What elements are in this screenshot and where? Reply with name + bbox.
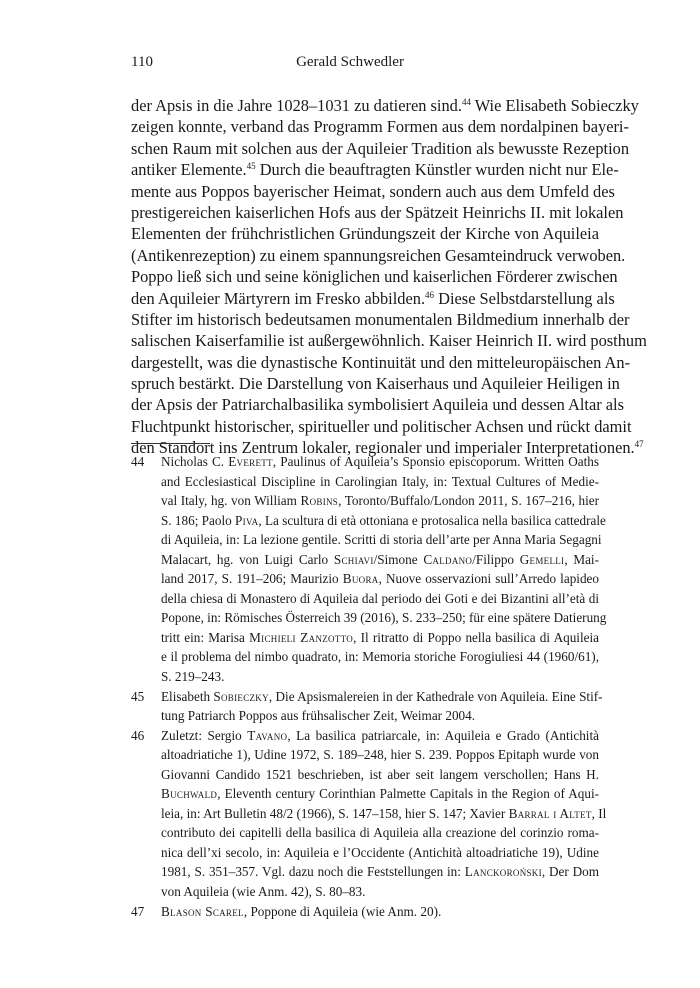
body-line: dargestellt, was die dynastische Kontinuität und den mitteleuropäischen An- bbox=[131, 352, 631, 372]
author-name: Caldano bbox=[423, 551, 473, 567]
footnote-line: von Aquileia (wie Anm. 42), S. 80–83. bbox=[161, 884, 366, 900]
body-line: prestigereichen kaiserlichen Hofs aus der Spätzeit Heinrichs II. mit lokalen bbox=[131, 202, 624, 222]
footnote-line: contributo dei capitelli della basilica di Aquileia alla creazione del corinzio roma- bbox=[161, 825, 599, 841]
footnote-line: Elisabeth Sobieczky, Die Apsismalereien in der Kathedrale von Aquileia. Eine Stif- bbox=[161, 688, 603, 704]
footnote-line: Popone, in: Römisches Österreich 39 (2016), S. 233–250; für eine spätere Datierung bbox=[161, 610, 607, 626]
footnote-line: altoadriatiche 1), Udine 1972, S. 189–248, hier S. 239. Poppos Epitaph wurde von bbox=[161, 747, 599, 763]
footnote-number: 47 bbox=[131, 903, 145, 919]
author-name: Gemelli bbox=[519, 551, 565, 567]
body-line: zeigen konnte, verband das Programm Formen aus dem nordalpinen bayeri- bbox=[131, 117, 629, 137]
author-name: Lanckoroński bbox=[464, 864, 542, 880]
footnote-line: 1981, S. 351–357. Vgl. dazu noch die Feststellungen in: Lanckoroński, Der Dom bbox=[161, 864, 599, 880]
footnote-number: 45 bbox=[131, 688, 145, 704]
footnote-line: Buchwald, Eleventh century Corinthian Palmette Capitals in the Region of Aqui- bbox=[161, 786, 599, 802]
footnotes bbox=[131, 452, 607, 921]
body-line: Poppo ließ sich und seine königlichen und kaiserlichen Förderer zwischen bbox=[131, 267, 618, 287]
footnote-line: di Aquileia, in: La lezione gentile. Scritti di storia dell’arte per Anna Maria Segagni bbox=[161, 532, 602, 548]
body-line: den Aquileier Märtyrern im Fresko abbilden.$^{46}$ Diese Selbstdarstellung als bbox=[131, 288, 615, 308]
author-name: Tavano bbox=[247, 727, 288, 743]
footnote-line: Blason Scarel, Poppone di Aquileia (wie Anm. 20). bbox=[161, 903, 442, 919]
body-line: spruch bestärkt. Die Darstellung von Kaiserhaus und Aquileier Heiligen in bbox=[131, 374, 620, 394]
body-line: Stifter im historisch bedeutsamen monumentalen Bildmedium innerhalb der bbox=[131, 309, 630, 329]
author-name: Sobieczky bbox=[213, 688, 269, 704]
footnote-line: val Italy, hg. von William Robins, Toronto/Buffalo/London 2011, S. 167–216, hier bbox=[161, 493, 599, 509]
footnote-line: S. 186; Paolo Piva, La scultura di età ottoniana e protosalica nella basilica cattedrale bbox=[161, 512, 606, 528]
body-text bbox=[131, 95, 647, 459]
footnote-line: tung Patriarch Poppos aus frühsalischer Zeit, Weimar 2004. bbox=[161, 708, 476, 724]
footnote-ref-44[interactable]: 44 bbox=[461, 97, 471, 107]
body-line: mente aus Poppos bayerischer Heimat, sondern auch aus dem Umfeld des bbox=[131, 181, 615, 201]
footnote-line: S. 219–243. bbox=[161, 669, 225, 685]
footnote-line: e il problema del nimbo quadrato, in: Memoria storiche Forogiuliesi 44 (1960/61), bbox=[161, 649, 599, 665]
footnote-line: tritt ein: Marisa Michieli Zanzotto, Il ritratto di Poppo nella basilica di Aquileia bbox=[161, 629, 599, 645]
footnote-line: and Ecclesiastical Discipline in Carolingian Italy, in: Textual Cultures of Medie- bbox=[161, 473, 599, 489]
footnote-line: della chiesa di Monastero di Aquileia dal periodo dei Goti e dei Bizantini all’età di bbox=[161, 590, 599, 606]
footnote-47 bbox=[131, 902, 599, 922]
author-name: Piva bbox=[235, 512, 259, 528]
body-line: Fluchtpunkt historischer, spiritueller und politischer Achsen und rückt damit bbox=[131, 416, 632, 436]
footnote-46 bbox=[131, 726, 607, 902]
footnote-line: Malacart, hg. von Luigi Carlo Schiavi/Simone Caldano/Filippo Gemelli, Mai- bbox=[161, 551, 599, 567]
author-name: Barral i Altet bbox=[508, 805, 592, 821]
footnote-line: Nicholas C. Everett, Paulinus of Aquileia’s Sponsio episcoporum. Written Oaths bbox=[161, 454, 599, 469]
footnote-ref-45[interactable]: 45 bbox=[246, 161, 256, 172]
body-line: salischen Kaiserfamilie ist außergewöhnlich. Kaiser Heinrich II. wird posthum bbox=[131, 331, 647, 351]
page-number: 110 bbox=[131, 54, 153, 70]
body-line: (Antikenrezeption) zu einem spannungsreichen Gesamteindruck verwoben. bbox=[131, 245, 626, 265]
author-name: Buora bbox=[342, 571, 379, 587]
footnote-number: 44 bbox=[131, 454, 145, 469]
body-line: Elementen der frühchristlichen Gründungszeit der Kirche von Aquileia bbox=[131, 224, 599, 244]
body-line: antiker Elemente.$^{45}$ Durch die beauftragten Künstler wurden nicht nur Ele- bbox=[131, 160, 619, 180]
footnote-line: nica dell’xi secolo, in: Aquileia e l’Occidente (Antichità altoadriatiche 19), Udine bbox=[161, 844, 599, 860]
body-line: der Apsis in die Jahre 1028–1031 zu datieren sind.$^{44}$ Wie Elisabeth Sobieczky bbox=[131, 96, 639, 115]
author-name: Buchwald bbox=[161, 786, 218, 802]
author-name: Schiavi bbox=[333, 551, 374, 567]
footnote-line: Giovanni Candido 1521 beschrieben, ist aber seit langem verschollen; Hans H. bbox=[161, 766, 599, 782]
body-line: der Apsis der Patriarchalbasilika symbolisiert Aquileia und dessen Altar als bbox=[131, 395, 624, 415]
footnote-line: leia, in: Art Bulletin 48/2 (1966), S. 147–158, hier S. 147; Xavier Barral i Altet, Il bbox=[161, 805, 607, 821]
author-name: Blason Scarel bbox=[161, 903, 244, 919]
author-name: Robins bbox=[300, 493, 339, 509]
footnote-45 bbox=[131, 687, 603, 726]
author-name: Everett bbox=[228, 454, 273, 469]
body-line: den Standort ins Zentrum lokaler, regionaler und imperialer Interpretationen.$^{47}$ bbox=[131, 438, 644, 458]
footnote-line: land 2017, S. 191–206; Maurizio Buora, Nuove osservazioni sull’Arredo lapideo bbox=[161, 571, 600, 587]
body-line: schen Raum mit solchen aus der Aquileier Tradition als bewusste Rezeption bbox=[131, 138, 630, 158]
footnote-number: 46 bbox=[131, 727, 145, 743]
footnote-rule bbox=[131, 443, 210, 444]
author-name: Michieli Zanzotto bbox=[249, 629, 354, 645]
footnote-ref-46[interactable]: 46 bbox=[425, 289, 435, 300]
running-head: Gerald Schwedler bbox=[296, 54, 404, 70]
footnote-line: Zuletzt: Sergio Tavano, La basilica patriarcale, in: Aquileia e Grado (Antichità bbox=[161, 727, 599, 743]
footnote-44 bbox=[131, 452, 607, 687]
footnote-ref-47[interactable]: 47 bbox=[634, 439, 644, 450]
